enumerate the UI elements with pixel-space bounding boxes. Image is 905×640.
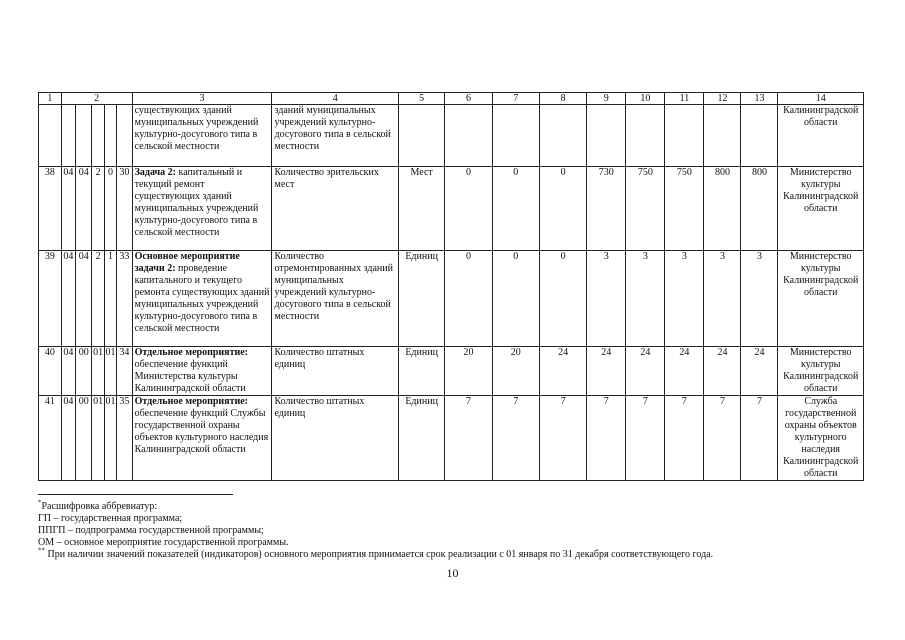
header-cell: 10	[626, 93, 665, 105]
description-heading: Основное мероприятие задачи 2:	[134, 251, 240, 274]
code-cell: 1	[104, 251, 116, 347]
value-cell: 7	[704, 396, 741, 481]
document-page	[38, 92, 868, 481]
value-cell	[587, 105, 626, 167]
value-cell: 0	[445, 251, 492, 347]
description-text: обеспечение функций Министерства культуры Калининградской области	[134, 359, 246, 394]
value-cell: 0	[539, 167, 586, 251]
value-cell: 0	[539, 251, 586, 347]
value-cell: 3	[587, 251, 626, 347]
table-row	[39, 105, 864, 167]
table-row	[39, 396, 864, 481]
header-cell: 8	[539, 93, 586, 105]
value-cell	[704, 105, 741, 167]
description-cell	[132, 251, 272, 347]
indicator-cell: Количество штатных единиц	[272, 347, 399, 396]
indicator-cell: Количество штатных единиц	[272, 396, 399, 481]
code-cell: 00	[76, 347, 92, 396]
code-cell: 04	[76, 251, 92, 347]
description-text: проведение капитального и текущего ремонта существующих зданий муниципальных учреждений культурно-досугового типа в сельской местности	[134, 263, 270, 334]
executor-cell: Министерство культуры Калининградской области	[778, 251, 864, 347]
value-cell: 750	[665, 167, 704, 251]
code-cell: 00	[76, 396, 92, 481]
value-cell: 24	[539, 347, 586, 396]
code-cell: 01	[92, 396, 104, 481]
footnote-divider	[38, 494, 233, 495]
value-cell: 20	[445, 347, 492, 396]
code-cell	[92, 105, 104, 167]
description-heading: Отдельное мероприятие:	[134, 347, 249, 358]
code-cell	[104, 105, 116, 167]
code-cell: 35	[117, 396, 132, 481]
value-cell: 3	[665, 251, 704, 347]
value-cell	[741, 105, 778, 167]
code-cell: 2	[92, 167, 104, 251]
code-cell: 04	[61, 396, 75, 481]
code-cell: 01	[104, 347, 116, 396]
code-cell: 40	[39, 347, 62, 396]
header-cell: 7	[492, 93, 539, 105]
header-cell: 11	[665, 93, 704, 105]
code-cell: 33	[117, 251, 132, 347]
value-cell: 3	[741, 251, 778, 347]
header-cell: 1	[39, 93, 62, 105]
value-cell: 800	[741, 167, 778, 251]
header-cell: 13	[741, 93, 778, 105]
value-cell: 7	[492, 396, 539, 481]
value-cell: 7	[741, 396, 778, 481]
table-row	[39, 347, 864, 396]
description-text: существующих зданий муниципальных учреждений культурно-досугового типа в сельской местности	[134, 105, 259, 152]
header-cell: 12	[704, 93, 741, 105]
description-cell	[132, 347, 272, 396]
description-heading: Задача 2:	[134, 167, 177, 178]
value-cell: 0	[445, 167, 492, 251]
value-cell: 800	[704, 167, 741, 251]
value-cell: 730	[587, 167, 626, 251]
code-cell	[39, 105, 62, 167]
value-cell: 24	[741, 347, 778, 396]
description-text: капитальный и текущий ремонт существующих зданий муниципальных учреждений культурно-досугового типа в сельской местности	[134, 167, 259, 238]
table-row	[39, 167, 864, 251]
value-cell	[626, 105, 665, 167]
value-cell: 24	[626, 347, 665, 396]
footnote-line: ГП – государственная программа;	[38, 513, 183, 524]
value-cell: 3	[704, 251, 741, 347]
unit-cell: Единиц	[399, 396, 445, 481]
value-cell: 750	[626, 167, 665, 251]
executor-cell: Министерство культуры Калининградской области	[778, 347, 864, 396]
value-cell: 7	[539, 396, 586, 481]
code-cell	[61, 105, 75, 167]
indicator-cell: Количество отремонтированных зданий муниципальных учреждений культурно-досугового типа в сельской местности	[272, 251, 399, 347]
header-cell: 2	[61, 93, 132, 105]
code-cell: 41	[39, 396, 62, 481]
code-cell: 34	[117, 347, 132, 396]
value-cell: 0	[492, 251, 539, 347]
code-cell: 0	[104, 167, 116, 251]
code-cell: 30	[117, 167, 132, 251]
footnotes	[38, 494, 868, 561]
code-cell: 04	[61, 251, 75, 347]
executor-cell: Калининградской области	[778, 105, 864, 167]
value-cell: 0	[492, 167, 539, 251]
code-cell: 04	[61, 167, 75, 251]
header-cell: 14	[778, 93, 864, 105]
value-cell: 24	[704, 347, 741, 396]
value-cell	[539, 105, 586, 167]
value-cell: 24	[665, 347, 704, 396]
code-cell: 38	[39, 167, 62, 251]
header-cell: 9	[587, 93, 626, 105]
description-heading: Отдельное мероприятие:	[134, 396, 249, 407]
indicator-cell: Количество зрительских мест	[272, 167, 399, 251]
unit-cell	[399, 105, 445, 167]
code-cell: 04	[61, 347, 75, 396]
code-cell: 39	[39, 251, 62, 347]
description-cell	[132, 396, 272, 481]
value-cell: 7	[626, 396, 665, 481]
code-cell	[76, 105, 92, 167]
footnote-line: ППГП – подпрограмма государственной программы;	[38, 525, 264, 536]
value-cell	[492, 105, 539, 167]
unit-cell: Мест	[399, 167, 445, 251]
value-cell: 24	[587, 347, 626, 396]
code-cell: 01	[92, 347, 104, 396]
code-cell	[117, 105, 132, 167]
header-cell: 4	[272, 93, 399, 105]
unit-cell: Единиц	[399, 251, 445, 347]
code-cell: 01	[104, 396, 116, 481]
description-cell	[132, 105, 272, 167]
value-cell	[665, 105, 704, 167]
value-cell: 7	[587, 396, 626, 481]
description-cell	[132, 167, 272, 251]
unit-cell: Единиц	[399, 347, 445, 396]
page-number: 10	[446, 566, 459, 580]
footnote-line: ** При наличии значений показателей (индикаторов) основного мероприятия принимается срок реализации с 01 января по 31 декабря соответствующего года.	[38, 546, 714, 560]
value-cell: 20	[492, 347, 539, 396]
header-row	[39, 93, 864, 105]
code-cell: 2	[92, 251, 104, 347]
value-cell	[445, 105, 492, 167]
value-cell: 3	[626, 251, 665, 347]
code-cell: 04	[76, 167, 92, 251]
value-cell: 7	[665, 396, 704, 481]
executor-cell: Служба государственной охраны объектов культурного наследия Калининградской области	[778, 396, 864, 481]
value-cell: 7	[445, 396, 492, 481]
header-cell: 5	[399, 93, 445, 105]
executor-cell: Министерство культуры Калининградской области	[778, 167, 864, 251]
footnote-line: ОМ – основное мероприятие государственной программы.	[38, 537, 289, 548]
header-cell: 6	[445, 93, 492, 105]
table-row	[39, 251, 864, 347]
header-cell: 3	[132, 93, 272, 105]
indicators-table	[38, 92, 864, 481]
description-text: обеспечение функций Службы государственной охраны объектов культурного наследия Калининградской области	[134, 408, 269, 455]
footnote-title: *Расшифровка аббревиатур:	[38, 498, 158, 512]
indicator-cell: зданий муниципальных учреждений культурно-досугового типа в сельской местности	[272, 105, 399, 167]
